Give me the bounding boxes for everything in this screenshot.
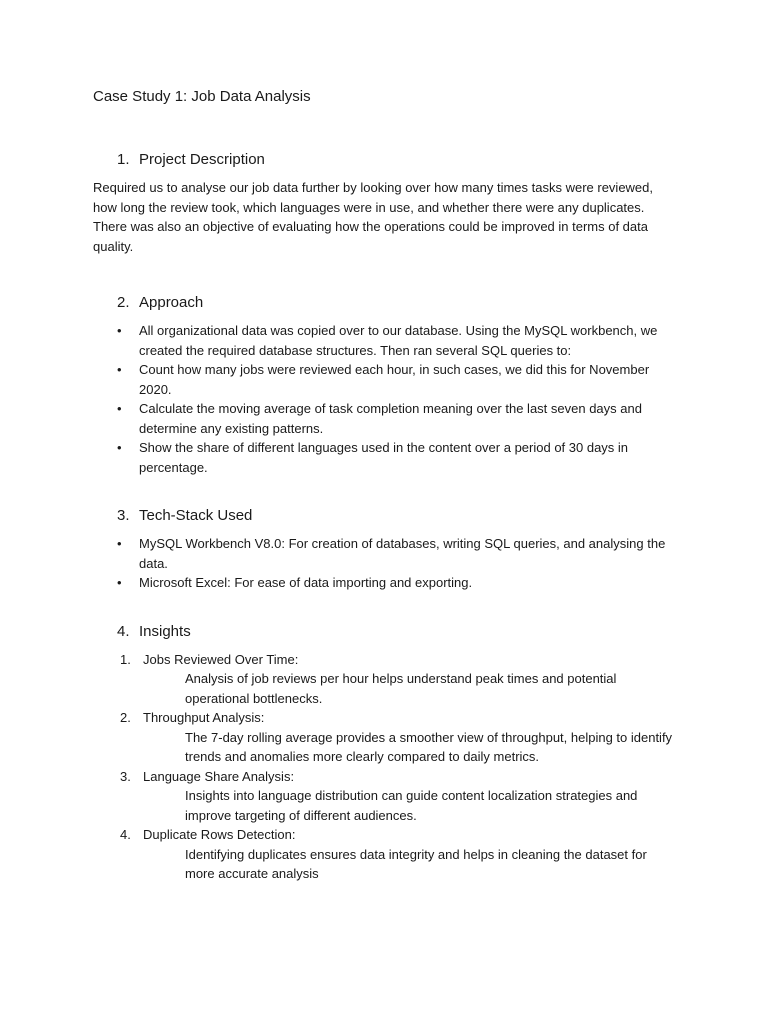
list-item xyxy=(93,650,678,709)
section-heading xyxy=(117,507,678,524)
list-item xyxy=(93,767,678,826)
approach-list xyxy=(93,321,678,477)
bullet-icon: • xyxy=(117,440,122,455)
item-number: 2. xyxy=(120,710,131,725)
section-title: Tech-Stack Used xyxy=(139,507,253,524)
list-item xyxy=(93,708,678,767)
insight-title: Language Share Analysis: xyxy=(143,768,295,784)
tech-stack-list xyxy=(93,534,678,593)
bullet-icon: • xyxy=(117,362,122,377)
section-heading xyxy=(117,623,678,640)
list-item: • Calculate the moving average of task completion meaning over the last seven days and determine any existing patterns. xyxy=(117,401,642,436)
section-project-description xyxy=(93,151,678,256)
insight-description: Insights into language distribution can guide content localization strategies and improve targeting of different audiences. xyxy=(185,788,638,823)
section-title: Project Description xyxy=(139,151,265,168)
bullet-icon: • xyxy=(117,575,122,590)
section-number: 3. xyxy=(117,507,130,524)
project-description-paragraph: Required us to analyse our job data further by looking over how many times tasks were reviewed, how long the review took, which languages were in use, and whether there were any duplicates. There was also an objective of evaluating how the operations could be improved in terms of data quality. xyxy=(93,180,654,254)
insight-description: The 7-day rolling average provides a smoother view of throughput, helping to identify trends and anomalies more clearly compared to daily metrics. xyxy=(185,729,673,764)
section-number: 2. xyxy=(117,294,130,311)
document-title: Case Study 1: Job Data Analysis xyxy=(93,88,311,105)
list-item: • All organizational data was copied over to our database. Using the MySQL workbench, we created the required database structures. Then ran several SQL queries to: xyxy=(117,323,658,358)
insight-title: Throughput Analysis: xyxy=(143,710,265,725)
bullet-icon: • xyxy=(117,401,122,416)
list-item xyxy=(93,825,678,884)
section-approach xyxy=(93,294,678,477)
insight-title: Duplicate Rows Detection: xyxy=(143,827,296,842)
bullet-icon: • xyxy=(117,536,122,551)
list-item: • MySQL Workbench V8.0: For creation of databases, writing SQL queries, and analysing the data. xyxy=(117,536,666,571)
section-title: Approach xyxy=(139,294,204,311)
section-title: Insights xyxy=(139,622,191,640)
insight-title: Jobs Reviewed Over Time: xyxy=(143,651,299,667)
item-number: 1. xyxy=(120,651,131,667)
bullet-icon: • xyxy=(117,323,122,338)
section-heading xyxy=(117,294,678,311)
insight-description: Analysis of job reviews per hour helps understand peak times and potential operational bottlenecks. xyxy=(185,671,617,706)
section-number: 1. xyxy=(117,151,130,168)
section-heading xyxy=(117,151,678,168)
insights-list xyxy=(93,650,678,884)
list-item: • Show the share of different languages used in the content over a period of 30 days in percentage. xyxy=(117,440,629,475)
item-number: 4. xyxy=(120,827,131,842)
section-number: 4. xyxy=(117,622,130,640)
item-number: 3. xyxy=(120,768,131,784)
section-insights xyxy=(93,623,678,884)
list-item: • Count how many jobs were reviewed each hour, in such cases, we did this for November 2020. xyxy=(117,362,650,397)
insight-description: Identifying duplicates ensures data integrity and helps in cleaning the dataset for more accurate analysis xyxy=(185,846,647,881)
section-tech-stack xyxy=(93,507,678,593)
list-item: • Microsoft Excel: For ease of data importing and exporting. xyxy=(93,573,678,593)
